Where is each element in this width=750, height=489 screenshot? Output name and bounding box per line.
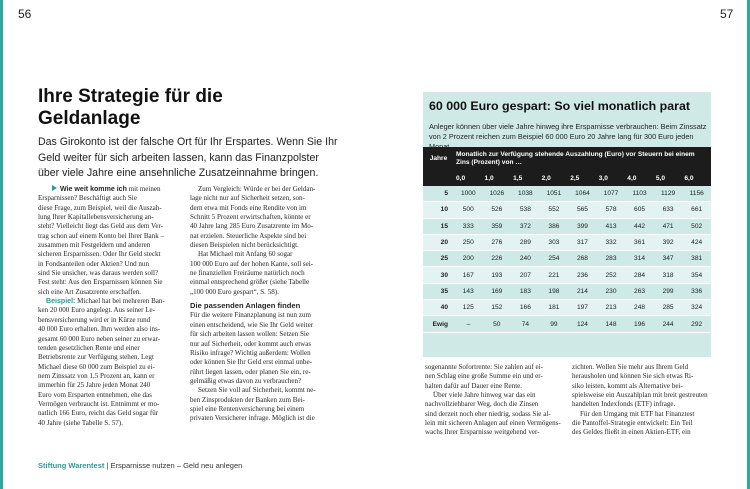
col2-line: Für die weitere Finanzplanung ist nun zum [190,311,311,320]
text-column-4 [572,363,712,438]
row-year: 5 [423,186,454,202]
table-cell: 152 [483,300,512,316]
table-cell: 50 [483,316,512,332]
table-cell: 74 [511,316,540,332]
header-rate: 0,0 [454,171,483,186]
table-cell: 1038 [511,186,540,202]
col1-line: Michael diese 60 000 zum Beispiel zu ei- [38,362,155,371]
table-cell: 181 [540,300,569,316]
table-cell: 661 [682,202,711,218]
payout-table [423,147,711,333]
table-body [423,186,711,332]
table-cell: 166 [511,300,540,316]
header-rate: 2,5 [568,171,597,186]
table-cell: 424 [682,234,711,250]
table-cell: 250 [454,234,483,250]
table-row [423,316,711,332]
col3-line: nen Schlag eine große Summe ein und er- [425,372,543,381]
table-row [423,234,711,250]
footer-section-title: Ersparnisse nutzen – Geld neu anlegen [110,461,243,470]
table-cell: 324 [682,300,711,316]
col2-line: Schnitt 5 Prozent erwirtschaften, könnte er [190,213,311,222]
question-line [38,185,183,194]
example-line [38,297,183,306]
row-year: 25 [423,251,454,267]
col4-line: handelten Indexfonds (ETF) infrage. [572,400,676,409]
page-headline [38,86,338,130]
header-rate: 3,0 [597,171,626,186]
table-cell: 124 [568,316,597,332]
col1-line: natlich 166 Euro, reicht das Geld sogar für [38,409,159,418]
table-cell: 276 [483,234,512,250]
page-number-left: 56 [18,7,32,21]
table-cell: – [454,316,483,332]
table-row [423,300,711,316]
table-cell: 169 [483,283,512,299]
question-bold: Wie weit komme ich [60,186,127,193]
headline-line-1: Ihre Strategie für die [38,86,223,107]
table-cell: 1129 [654,186,683,202]
col2-line: 100 000 Euro auf der hohen Kante, soll sei- [190,259,314,268]
table-cell: 283 [597,251,626,267]
row-year: 10 [423,202,454,218]
footer-brand: Stiftung Warentest [38,461,105,470]
table-cell: 197 [568,300,597,316]
col3-line: halten dafür auf Dauer eine Rente. [425,381,523,390]
table-cell: 565 [568,202,597,218]
col1-line: immerhin für 25 Jahre jeden Monat 240 [38,381,151,390]
col4-line: siko leisten, kommt als Alternative bei- [572,381,683,390]
col2-line: diesen Beispielen nicht berücksichtigt. [190,241,299,250]
col3-line: sogenannte Sofortrente: Sie zahlen auf ei- [425,363,543,371]
table-cell: 99 [540,316,569,332]
table-row [423,267,711,283]
table-cell: 1064 [568,186,597,202]
row-year: 20 [423,234,454,250]
col2-line: rührt liegen lassen, oder planen Sie ein, re- [190,367,311,376]
example-first: Michael hat bei mehreren Ban- [75,297,165,306]
table-cell: 285 [654,300,683,316]
table-cell: 230 [597,283,626,299]
col1-line: 40 000 Euro erhalten. Ihm werden also ins- [38,325,161,334]
col1-line: tenden gesetzlichen Rente und einer [38,343,140,352]
col4-line: herausholen und können Sie sich etwas Ri- [572,372,694,381]
table-row [423,186,711,202]
col2-line: nat erzielen. Steuerliche Aspekte sind bei [190,231,307,240]
table-cell: 333 [454,218,483,234]
table-cell: 1026 [483,186,512,202]
text-column-3 [425,363,565,438]
col2-line: für sich arbeiten lassen wollen: Setzen Sie [190,330,309,339]
table-cell: 196 [625,316,654,332]
table-cell: 314 [625,251,654,267]
table-cell: 399 [568,218,597,234]
col1-line: 40 Jahre (siehe Tabelle S. 57). [38,418,123,427]
col1-line: sich eine Art Zusatzrente erschaffen. [38,287,141,296]
col4-line: des Geldes fließt in einen Aktien-ETF, ein [572,428,691,437]
text-column-2 [190,185,338,424]
col2-line: privaten Versicherer infrage. Möglich ist die [190,414,315,423]
table-cell: 392 [654,234,683,250]
header-rate: 4,0 [625,171,654,186]
table-cell: 372 [511,218,540,234]
table-cell: 193 [483,267,512,283]
col2-line: Setzen Sie voll auf Sicherheit, kommt ne- [198,386,316,395]
table-cell: 347 [654,251,683,267]
col2-line: Zum Vergleich: Würde er bei der Geldan- [198,185,316,193]
col1-line: Fest steht: Aus den Ersparnissen können Sie [38,278,163,287]
table-cell: 284 [625,267,654,283]
lead-paragraph: Das Girokonto ist der falsche Ort für Ihr Erspartes. Wenn Sie Ihr Geld weiter für sich arbeiten lassen, kann das Finanzpolster über viele Jahre eine ansehnliche Zusatzeinnahme bringen. [38,136,338,179]
table-cell: 143 [454,283,483,299]
table-cell: 332 [597,234,626,250]
table-cell: 336 [682,283,711,299]
table-cell: 292 [682,316,711,332]
table-cell: 359 [483,218,512,234]
table-cell: 226 [483,251,512,267]
col2-line: einen entscheidend, wie Sie Ihr Geld weiter [190,320,314,329]
footer-separator: | [106,461,109,470]
table-cell: 183 [511,283,540,299]
page-edge-bar-left [0,0,3,489]
table-cell: 268 [568,251,597,267]
table-row [423,251,711,267]
col4-line: Für den Umgang mit ETF hat Finanztest [580,409,695,418]
table-cell: 381 [682,251,711,267]
table-cell: 538 [511,202,540,218]
col1-line: Betriebsrente zur Verfügung stehen. Legt [38,353,154,362]
table-cell: 254 [540,251,569,267]
table-cell: 125 [454,300,483,316]
col2-line: spiel eine Rentenversicherung bei einem [190,404,305,413]
col2-line: dern etwa mit Fonds eine Rendite von im [190,203,307,212]
col1-line: Ersparnissen? Beschäftigt auch Sie [38,194,137,203]
section-subheading: Die passenden Anlagen finden [190,301,301,311]
col1-line: bensversicherung wird er in Kürze rund [38,315,151,324]
col1-line: sind Sie unsicher, was daraus werden soll? [38,269,159,278]
col2-line: Hat Michael mit Anfang 60 sogar [198,250,293,259]
table-cell: 198 [540,283,569,299]
table-row [423,218,711,234]
table-row [423,283,711,299]
table-cell: 1051 [540,186,569,202]
info-box-title: 60 000 Euro gespart: So viel monatlich parat [429,99,690,113]
table-cell: 240 [511,251,540,267]
table-cell: 213 [597,300,626,316]
table-cell: 318 [654,267,683,283]
table-cell: 252 [597,267,626,283]
col1-line: ken 20 000 Euro angelegt. Aus seiner Le- [38,306,156,315]
row-year: 15 [423,218,454,234]
example-label: Beispiel: [46,298,76,306]
table-cell: 1000 [454,186,483,202]
table-cell: 552 [540,202,569,218]
col1-line: in Fondsanteilen oder Aktien? Und nun [38,259,149,268]
table-cell: 148 [597,316,626,332]
col1-line: diese Frage, zum Beispiel, weil die Auszah- [38,203,162,212]
col2-line: 40 Jahre lang 285 Euro Zusatzrente im Mo- [190,222,314,231]
table-cell: 386 [540,218,569,234]
page-number-right: 57 [720,7,734,21]
table-cell: 289 [511,234,540,250]
table-cell: 1103 [625,186,654,202]
col2-line: lage nicht nur auf Sicherheit setzen, son- [190,194,305,203]
table-cell: 413 [597,218,626,234]
table-cell: 236 [568,267,597,283]
col4-line: zichten. Wollen Sie mehr aus Ihrem Geld [572,363,689,371]
table-cell: 354 [682,267,711,283]
header-rate: 5,0 [654,171,683,186]
table-cell: 263 [625,283,654,299]
col3-line: Über viele Jahre hinweg war das ein [433,391,536,400]
col1-line: trag schon auf einem Konto bei Ihrer Bank – [38,231,165,240]
header-rate-row [423,171,711,186]
table-cell: 442 [625,218,654,234]
table-cell: 605 [625,202,654,218]
col1-line: zusammen mit Festgeldern und anderen [38,241,151,250]
col4-line: spielsweise ein Auszahlplan mit breit gestreuten [572,391,708,400]
header-rate: 6,0 [682,171,711,186]
col3-line: lein mit sicheren Anlagen auf einen Vermögens- [425,419,561,428]
table-cell: 244 [654,316,683,332]
col3-line: nachvollziehbarer Weg, doch die Zinsen [425,400,539,409]
table-cell: 248 [625,300,654,316]
row-year: Ewig [423,316,454,332]
row-year: 35 [423,283,454,299]
header-payout-group: Monatlich zur Verfügung stehende Auszahlung (Euro) vor Steuern bei einem Zins (Prozent) von … [454,147,711,171]
col2-line: oder können Sie Ihr Geld erst einmal unbe- [190,358,312,367]
table-cell: 502 [682,218,711,234]
col4-line: die Pantoffel-Strategie entwickelt: Ein Teil [572,419,693,428]
text-column-1 [38,185,183,428]
col2-line: ne finanziellen Freiräume natürlich noch [190,269,305,278]
table-cell: 526 [483,202,512,218]
col3-line: wachs Ihrer Ersparnisse weitgehend ver- [425,428,540,437]
info-box-intro: Anleger können über viele Jahre hinweg ihre Ersparnisse verbrauchen: Beim Zinssatz von 2 Prozent reichen zum Beispiel 60 000 Euro 20 Jahre lang für 300 Euro jeden [429,122,707,141]
table-cell: 200 [454,251,483,267]
row-year: 30 [423,267,454,283]
table-cell: 167 [454,267,483,283]
question-rest: mit meinen [126,185,161,193]
table-cell: 303 [540,234,569,250]
table-cell: 221 [540,267,569,283]
table-cell: 1156 [682,186,711,202]
table-cell: 207 [511,267,540,283]
col2-line: ben Zinsprodukten der Banken zum Bei- [190,395,305,404]
col1-line: nem Zinssatz von 1,5 Prozent an, kann er [38,371,155,380]
col2-line: nur auf Sicherheit, oder kommt auch etwas [190,339,312,348]
col1-line: sicheren Ersparnissen. Oder Ihr Geld steckt [38,250,161,259]
table-cell: 299 [654,283,683,299]
col1-line: steht? Vielleicht liegt das Geld aus dem Ver- [38,222,164,231]
table-cell: 578 [597,202,626,218]
row-year: 40 [423,300,454,316]
col1-line: lung Ihrer Kapitallebensversicherung an- [38,213,154,222]
arrow-icon [52,185,57,191]
col2-line: Risiko infrage? Wichtig außerdem: Wollen [190,348,311,357]
table-cell: 361 [625,234,654,250]
table-cell: 500 [454,202,483,218]
header-rate: 1,5 [511,171,540,186]
header-rate: 1,0 [483,171,512,186]
header-rate: 2,0 [540,171,569,186]
table-row [423,202,711,218]
header-years: Jahre [423,147,454,186]
table-cell: 633 [654,202,683,218]
table-cell: 317 [568,234,597,250]
headline-line-2: Geldanlage [38,108,141,129]
col1-line: Euro vom Ersparten entnehmen, ehe das [38,390,152,399]
col1-line: gesamt 60 000 Euro neben seiner zu erwar- [38,334,161,343]
col2-line: gelmäßig etwas davon zu verbrauchen? [190,376,302,385]
table-cell: 471 [654,218,683,234]
col2-line: „100 000 Euro gespart“, S. 58). [190,287,279,296]
col1-line: Vermögen verbraucht ist. Entnimmt er mo- [38,399,160,408]
col2-line: einmal entsprechend größer (siehe Tabelle [190,278,310,287]
table-cell: 214 [568,283,597,299]
table-cell: 1077 [597,186,626,202]
page-footer [38,461,242,470]
col3-line: sind derzeit noch eher niedrig, sodass Sie al- [425,409,551,418]
